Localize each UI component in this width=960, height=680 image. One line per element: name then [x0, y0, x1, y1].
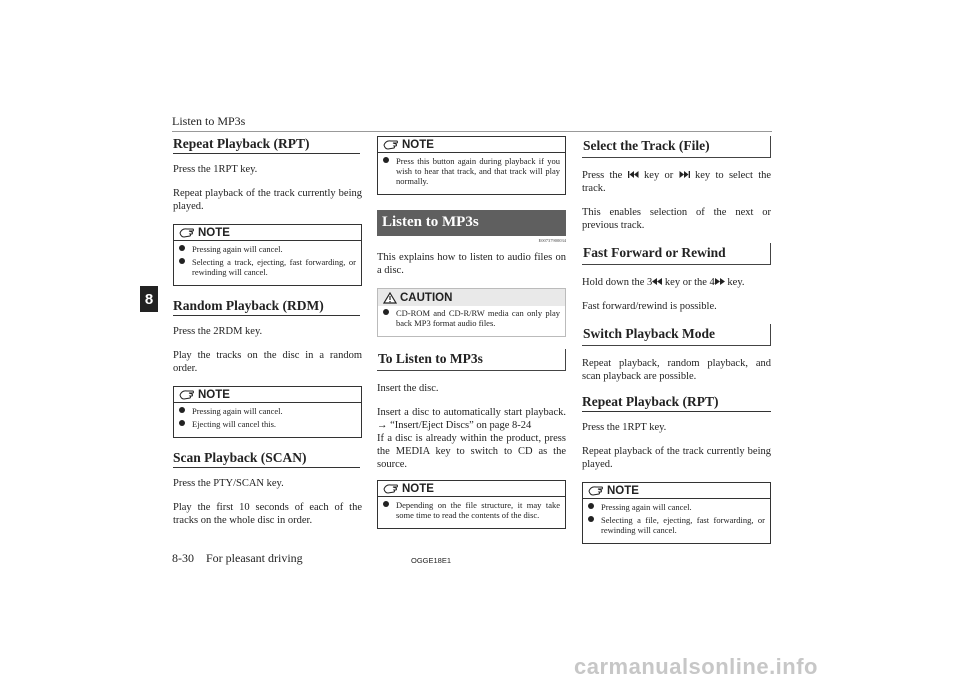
paragraph: Insert a disc to automatically start playback. → “Insert/Eject Discs” on page 8-24: [377, 407, 566, 431]
section-heading-select-track: Select the Track (File): [582, 136, 771, 158]
fast-forward-icon: [715, 278, 725, 285]
list-item: Pressing again will cancel.: [179, 244, 356, 254]
section-heading-fast-forward: Fast Forward or Rewind: [582, 243, 771, 265]
warning-triangle-icon: [383, 292, 397, 304]
chapter-tab: 8: [140, 286, 158, 312]
section-heading-scan: Scan Playback (SCAN): [173, 450, 360, 468]
paragraph: Press the 1RPT key.: [173, 164, 258, 175]
note-label: NOTE: [607, 484, 639, 497]
note-hand-icon: [588, 485, 604, 496]
caution-box: [377, 288, 566, 337]
paragraph: Press the PTY/SCAN key.: [173, 478, 284, 489]
section-heading-switch-mode: Switch Playback Mode: [582, 324, 771, 346]
note-hand-icon: [383, 139, 399, 150]
list-item: Press this button again during playback if you wish to hear that track, and that track will play normally.: [383, 156, 560, 186]
column-middle: [377, 136, 566, 541]
paragraph: This enables selection of the next or previous track.: [582, 207, 771, 231]
paragraph: Press the 1RPT key.: [582, 422, 667, 433]
note-label: NOTE: [402, 138, 434, 151]
note-header: [378, 481, 565, 497]
paragraph: Fast forward/rewind is possible.: [582, 301, 717, 312]
section-heading-random: Random Playback (RDM): [173, 298, 360, 316]
note-header: [583, 483, 770, 499]
note-label: NOTE: [198, 388, 230, 401]
paragraph: Press the 2RDM key.: [173, 326, 263, 337]
section-code: E00737900034: [538, 238, 566, 243]
paragraph: Play the first 10 seconds of each of the tracks on the whole disc in order.: [173, 502, 362, 526]
watermark: carmanualsonline.info: [574, 654, 818, 679]
note-header: [174, 387, 361, 403]
section-heading-repeat: Repeat Playback (RPT): [173, 136, 360, 154]
paragraph: If a disc is already within the product, press the MEDIA key to switch to CD as the source.: [377, 433, 566, 470]
paragraph: Repeat playback of the track currently being played.: [173, 188, 362, 212]
note-hand-icon: [179, 389, 195, 400]
section-heading-to-listen: To Listen to MP3s: [377, 349, 566, 371]
note-hand-icon: [383, 483, 399, 494]
note-label: NOTE: [402, 482, 434, 495]
rewind-icon: [652, 278, 662, 285]
page-number: 8-30: [172, 551, 194, 565]
skip-next-icon: [679, 171, 690, 178]
paragraph: Press the key or key to select the track.: [582, 170, 772, 194]
note-label: NOTE: [198, 226, 230, 239]
column-right: [582, 136, 771, 556]
column-left: [173, 136, 362, 538]
header-rule: [172, 131, 772, 132]
paragraph: Hold down the 3 key or the 4 key.: [582, 277, 745, 288]
paragraph: Repeat playback of the track currently being played.: [582, 446, 771, 470]
note-box: [377, 136, 566, 195]
list-item: Selecting a track, ejecting, fast forwarding, or rewinding will cancel.: [179, 257, 356, 277]
document-code: OGGE18E1: [411, 556, 452, 565]
skip-previous-icon: [628, 171, 639, 178]
list-item: Pressing again will cancel.: [588, 502, 765, 512]
list-item: CD-ROM and CD-R/RW media can only play back MP3 format audio files.: [383, 308, 560, 328]
list-item: Depending on the file structure, it may take some time to read the contents of the disc.: [383, 500, 560, 520]
note-box: [377, 480, 566, 529]
footer-section: For pleasant driving: [206, 551, 303, 565]
note-box: [582, 482, 771, 544]
list-item: Ejecting will cancel this.: [179, 419, 356, 429]
page-footer: [172, 551, 303, 566]
caution-label: CAUTION: [400, 291, 453, 304]
note-header: [174, 225, 361, 241]
note-header: [378, 137, 565, 153]
list-item: Selecting a file, ejecting, fast forwarding, or rewinding will cancel.: [588, 515, 765, 535]
note-box: [173, 386, 362, 438]
running-header: Listen to MP3s: [172, 114, 246, 128]
list-item: Pressing again will cancel.: [179, 406, 356, 416]
section-heading-repeat: Repeat Playback (RPT): [582, 394, 771, 412]
paragraph: Insert the disc.: [377, 383, 439, 394]
caution-header: [378, 289, 565, 306]
section-banner: Listen to MP3s: [377, 210, 566, 236]
paragraph: Play the tracks on the disc in a random order.: [173, 350, 362, 374]
paragraph: Repeat playback, random playback, and scan playback are possible.: [582, 358, 771, 382]
paragraph: This explains how to listen to audio files on a disc.: [377, 252, 566, 276]
note-box: [173, 224, 362, 286]
note-hand-icon: [179, 227, 195, 238]
